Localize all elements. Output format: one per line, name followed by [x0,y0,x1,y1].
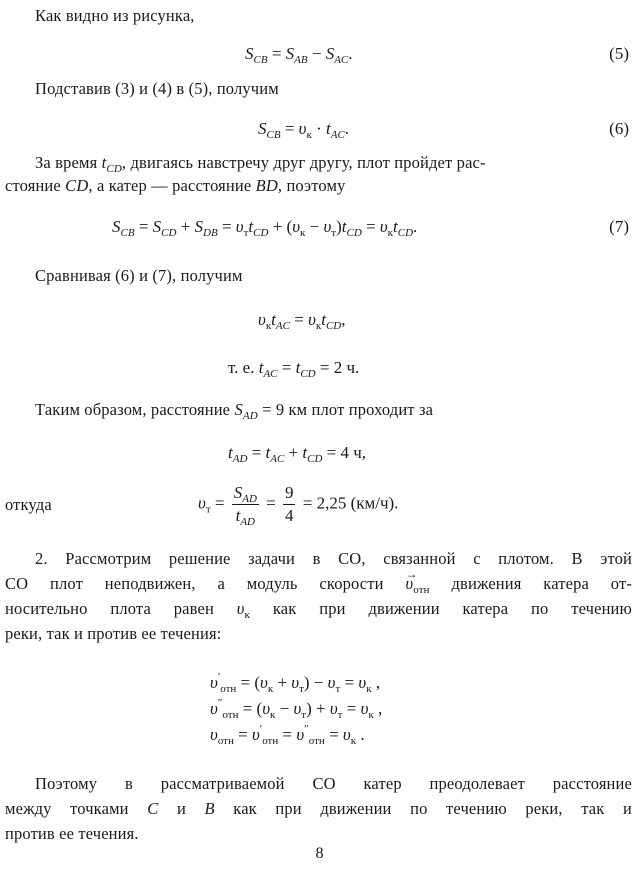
equation-5: $S_{CB} = S_{AB} - S_{AC}$. [245,44,353,66]
equation-6: $S_{CB} = \upsilon_к \cdot t_{AC}$. [258,119,350,141]
final-line-1: Поэтому в рассматриваемой СО катер преодолевает расстояние [35,774,632,793]
intro-line: Как видно из рисунка, [35,6,195,25]
whence-label: откуда [5,495,52,514]
equation-result: $\upsilon_т$ = $\frac{S_{AD}}{t_{AD}}$ = $\frac{9}{4}$ = 2,25 (км/ч). [198,483,399,528]
raft-paragraph-line-2: стояние CD, а катер — расстояние BD, поэтому [5,176,346,195]
fraction-sad-tad: $\frac{S_{AD}}{t_{AD}}$ [233,483,257,528]
page-number: 8 [315,845,324,862]
equation-tad: $t_{AD} = t_{AC} + t_{CD} = 4$ ч, [228,443,367,465]
equation-vrel-1: $\upsilon'_{отн} = (\upsilon_к + \upsilon_т) - \upsilon_т = \upsilon_к$ , [210,671,381,695]
final-line-3: против ее течения. [5,824,139,843]
thus-line: Таким образом, расстояние $S_{AD} = 9$ км плот проходит за [35,400,434,422]
equation-vrel-3: $\upsilon_{отн} = \upsilon'_{отн} = \upsilon''_{отн} = \upsilon_к$ . [210,723,365,747]
equation-7-number: (7) [609,217,629,236]
equation-tac-tcd: т. е. $t_{AC} = t_{CD} = 2$ ч. [228,358,360,380]
section2-line-1: 2. Рассмотрим решение задачи в СО, связанной с плотом. В этой [35,549,632,568]
section2-line-2: СО плот неподвижен, а модуль скорости → $\upsilon_{отн}$ движения катера от- [5,573,632,595]
raft-paragraph-line-1: За время $t_{CD}$, двигаясь навстречу друг другу, плот пройдет рас- [35,153,486,175]
equation-7: $S_{CB} = S_{CD} + S_{DB} = \upsilon_тt_{CD} + (\upsilon_к - \upsilon_т)t_{CD} = \upsilon_кt_{CD}$. [112,217,418,239]
compare-line: Сравнивая (6) и (7), получим [35,266,243,285]
equation-5-number: (5) [609,44,629,63]
equation-vk-tac: $\upsilon_кt_{AC} = \upsilon_кt_{CD}$, [258,310,346,332]
final-line-2: между точками C и B как при движении по течению реки, так и [5,799,632,818]
section2-line-4: реки, так и против ее течения: [5,624,222,643]
section2-line-3: носительно плота равен $\upsilon_к$ как при движении катера по течению [5,599,633,621]
substitution-line: Подставив (3) и (4) в (5), получим [35,79,279,98]
fraction-9-4: $\frac{9}{4}$ [284,483,294,525]
equation-vrel-2: $\upsilon''_{отн} = (\upsilon_к - \upsilon_т) + \upsilon_т = \upsilon_к$ , [210,697,383,721]
equation-6-number: (6) [609,119,629,138]
